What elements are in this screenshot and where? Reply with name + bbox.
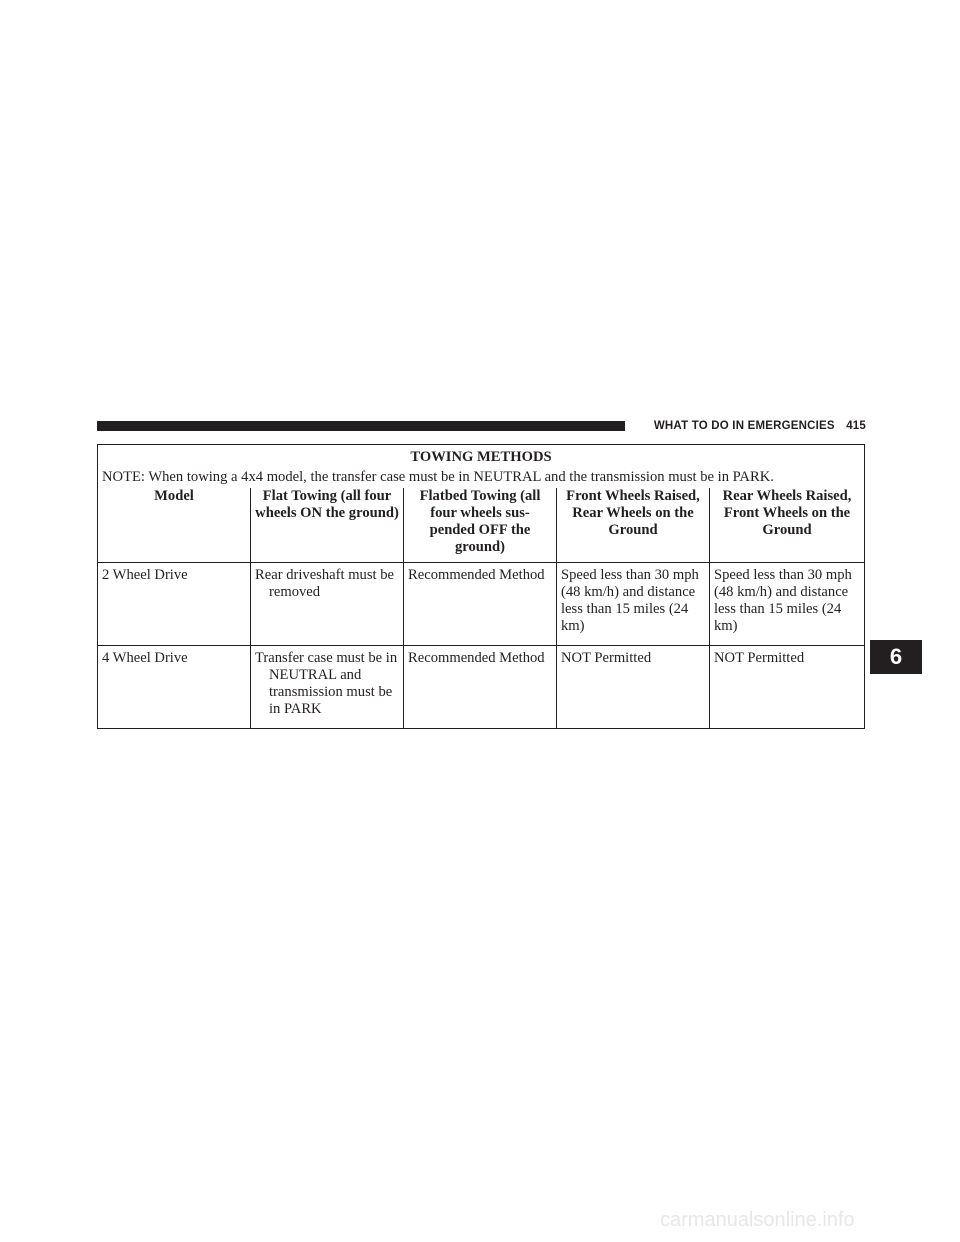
column-header: Rear Wheels Raised, Front Wheels on the Ground (710, 488, 865, 563)
watermark: carmanualsonline.info (660, 1209, 855, 1231)
model-cell: 2 Wheel Drive (98, 563, 251, 646)
column-header: Flat Towing (all four wheels ON the ground) (251, 488, 404, 563)
table-row (98, 646, 865, 729)
flatbed-towing-cell: Recommended Method (404, 646, 557, 729)
rear-raised-cell: Speed less than 30 mph (48 km/h) and distance less than 15 miles (24 km) (710, 563, 865, 646)
model-cell: 4 Wheel Drive (98, 646, 251, 729)
flatbed-towing-cell: Recommended Method (404, 563, 557, 646)
flat-towing-text: Rear driveshaft must be removed (255, 567, 395, 600)
front-raised-cell: Speed less than 30 mph (48 km/h) and distance less than 15 miles (24 km) (557, 563, 710, 646)
flat-towing-cell (251, 646, 404, 729)
column-header: Flatbed Towing (all four wheels sus- pended OFF the ground) (404, 488, 557, 563)
table-title: TOWING METHODS (98, 445, 865, 468)
flat-towing-cell (251, 563, 404, 646)
table-row (98, 563, 865, 646)
column-header: Model (98, 488, 251, 563)
towing-methods-table (97, 444, 865, 729)
table-note: NOTE: When towing a 4x4 model, the transfer case must be in NEUTRAL and the transmission must be in PARK. (98, 467, 865, 488)
header-rule (97, 421, 625, 431)
section-title: WHAT TO DO IN EMERGENCIES (653, 420, 835, 432)
column-header: Front Wheels Raised, Rear Wheels on the Ground (557, 488, 710, 563)
rear-raised-cell: NOT Permitted (710, 646, 865, 729)
flat-towing-text: Transfer case must be in NEUTRAL and transmission must be in PARK (255, 650, 398, 717)
chapter-tab: 6 (870, 640, 922, 674)
front-raised-cell: NOT Permitted (557, 646, 710, 729)
page-number: 415 (846, 420, 866, 432)
running-header (636, 416, 866, 436)
table-header-row (98, 488, 865, 563)
